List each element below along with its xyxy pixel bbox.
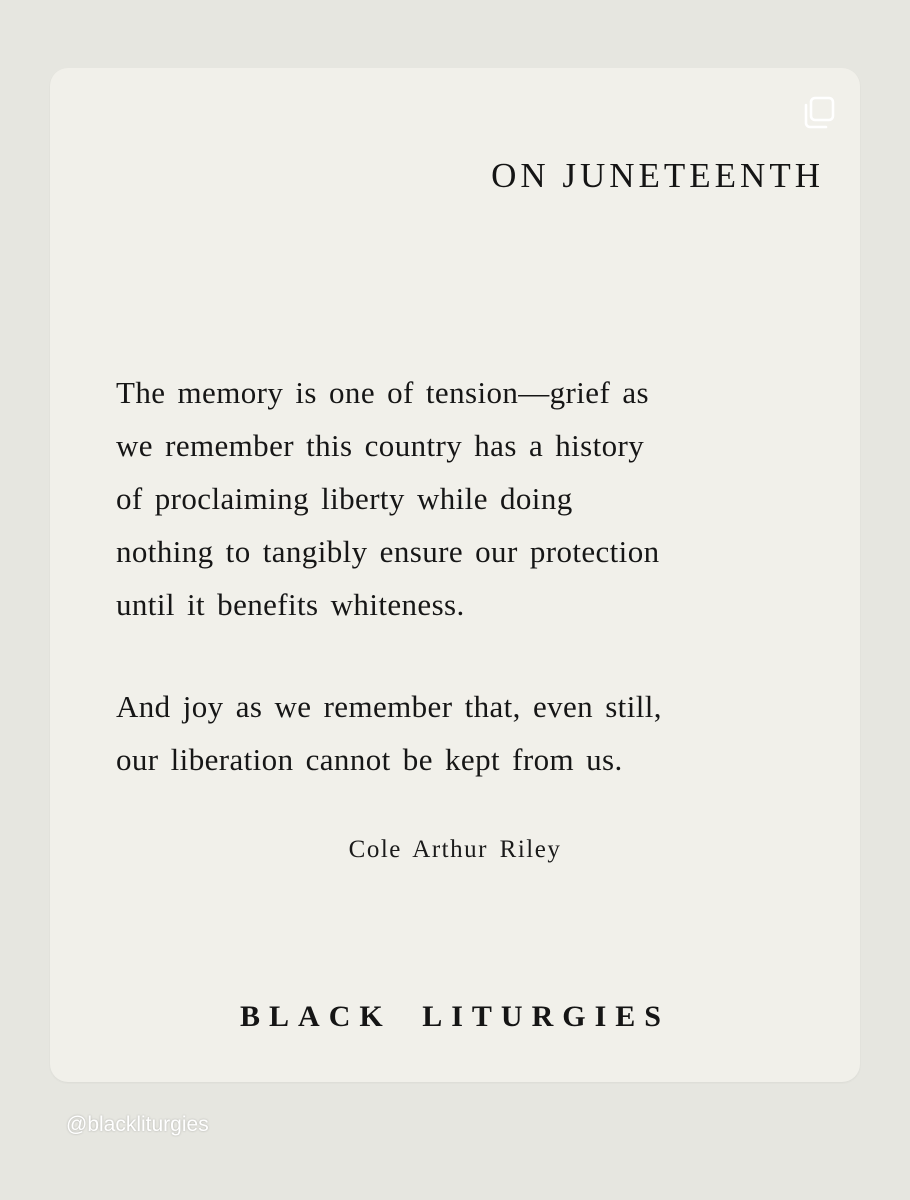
quote-line: of proclaiming liberty while doing — [116, 481, 573, 516]
quote-line: And joy as we remember that, even still, — [116, 689, 662, 724]
quote-line: The memory is one of tension—grief as — [116, 375, 649, 410]
post-title: ON JUNETEENTH — [491, 156, 824, 195]
post-card[interactable] — [50, 68, 860, 1082]
author-name: Cole Arthur Riley — [348, 836, 562, 863]
account-handle[interactable]: @blackliturgies — [66, 1113, 209, 1136]
quote-paragraph-2 — [116, 680, 662, 786]
quote-line: nothing to tangibly ensure our protection — [116, 534, 660, 569]
quote-line: our liberation cannot be kept from us. — [116, 742, 623, 777]
brand-name: BLACK LITURGIES — [240, 1000, 670, 1033]
quote-line: until it benefits whiteness. — [116, 587, 465, 622]
quote-paragraph-1 — [116, 366, 660, 631]
quote-line: we remember this country has a history — [116, 428, 645, 463]
multiple-images-icon — [800, 95, 836, 131]
